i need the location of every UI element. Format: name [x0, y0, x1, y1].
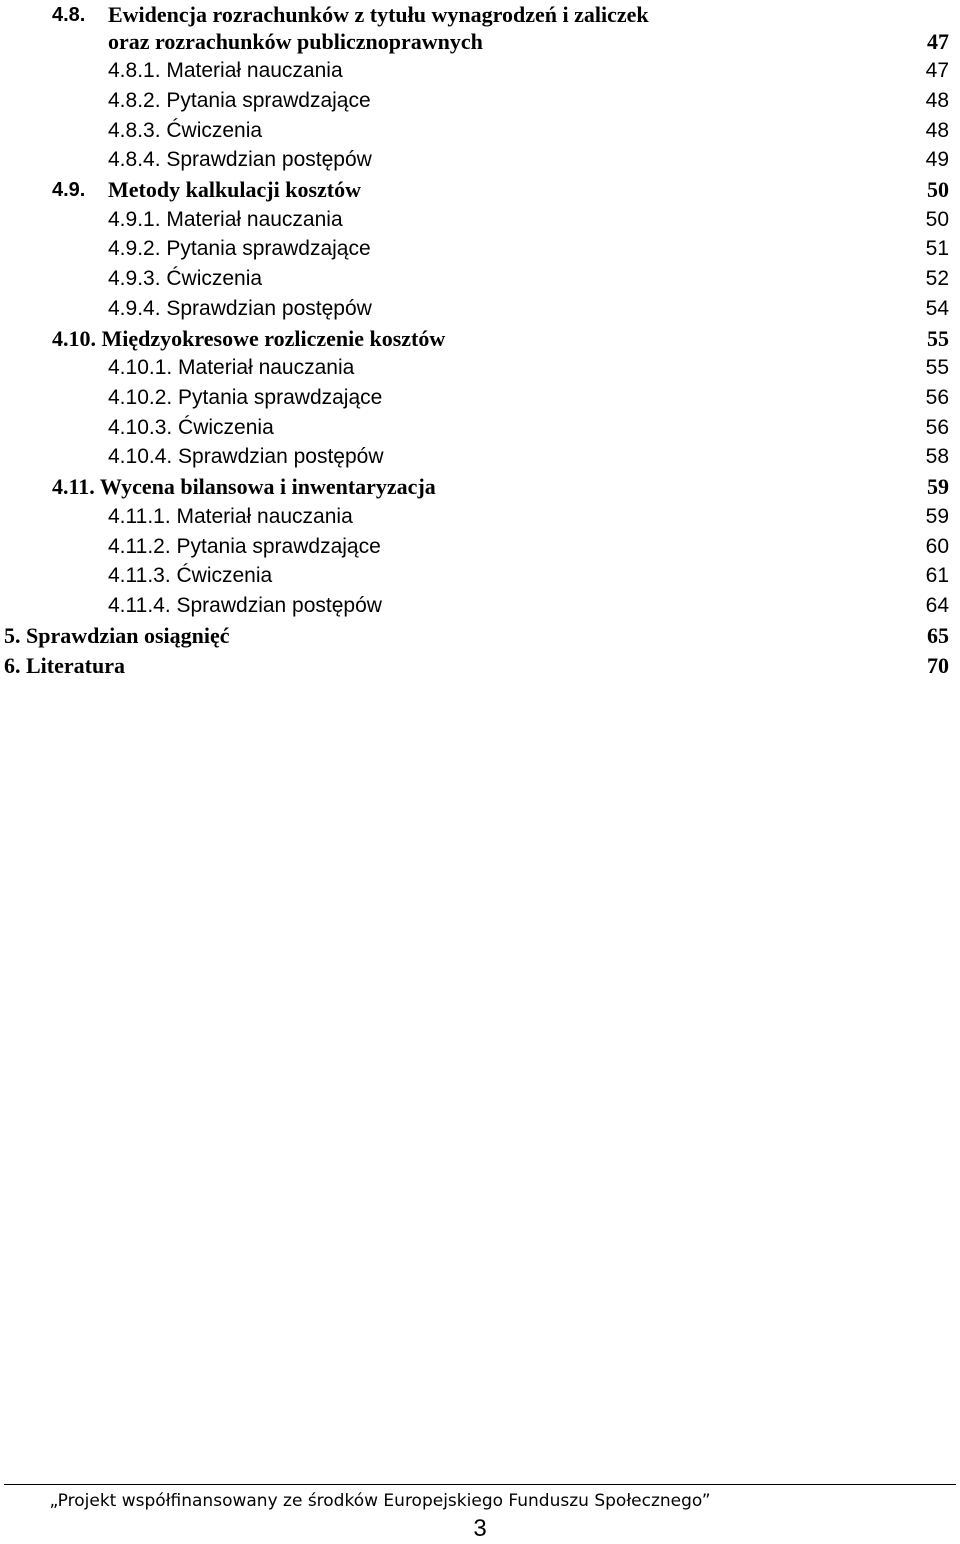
toc-page-number: 50	[925, 208, 949, 231]
toc-entry-title: 4.11.2. Pytania sprawdzające	[108, 535, 381, 558]
toc-entry-4-11-4	[0, 591, 960, 621]
toc-entry-4-9-1	[0, 205, 960, 235]
toc-page-number: 47	[925, 59, 949, 82]
toc-entry-4-10-4	[0, 442, 960, 472]
toc-entry-4-8-3	[0, 116, 960, 146]
toc-entry-4-8-line1	[0, 0, 960, 30]
page-number: 3	[473, 1515, 487, 1542]
toc-page-number: 65	[927, 623, 949, 648]
toc-entry-4-8-4	[0, 145, 960, 175]
toc-entry-4-8-1	[0, 56, 960, 86]
toc-entry-title: 4.8.3. Ćwiczenia	[108, 119, 263, 142]
toc-entry-4-9-4	[0, 294, 960, 324]
toc-page-number: 56	[925, 416, 949, 439]
toc-entry-4-9-3	[0, 264, 960, 294]
toc-page-number: 59	[925, 505, 949, 528]
toc-page-number: 48	[925, 89, 949, 112]
toc-page-number: 48	[925, 119, 949, 142]
toc-entry-4-10-2	[0, 383, 960, 413]
toc-entry-4-10	[0, 324, 960, 354]
toc-entry-title: 4.9.1. Materiał nauczania	[108, 208, 343, 231]
toc-entry-4-9-2	[0, 234, 960, 264]
toc-entry-title: 6. Literatura	[4, 653, 125, 678]
toc-page-number: 60	[925, 535, 949, 558]
toc-page-number: 61	[925, 564, 949, 587]
toc-entry-title: 4.9.4. Sprawdzian postępów	[108, 297, 372, 320]
toc-entry-title: Ewidencja rozrachunków z tytułu wynagrodzeń i zaliczek	[108, 2, 649, 27]
toc-entry-4-11	[0, 472, 960, 502]
toc-entry-4-10-3	[0, 413, 960, 443]
toc-entry-title: 4.11.3. Ćwiczenia	[108, 564, 273, 587]
toc-entry-4-10-1	[0, 353, 960, 383]
toc-entry-title: 4.8.1. Materiał nauczania	[108, 59, 343, 82]
toc-entry-title: 4.8.4. Sprawdzian postępów	[108, 148, 372, 171]
toc-entry-4-11-1	[0, 502, 960, 532]
toc-entry-title: 4.10.1. Materiał nauczania	[108, 356, 355, 379]
toc-entry-4-8-line2	[0, 27, 960, 57]
toc-section-number: 4.9.	[52, 179, 86, 201]
toc-entry-title: 4.8.2. Pytania sprawdzające	[108, 89, 371, 112]
toc-entry-title: 4.10.4. Sprawdzian postępów	[108, 445, 384, 468]
toc-page-number: 59	[927, 474, 949, 499]
toc-page-number: 50	[927, 177, 949, 202]
toc-entry-title: 4.9.2. Pytania sprawdzające	[108, 237, 371, 260]
toc-entry-4-11-3	[0, 561, 960, 591]
toc-entry-6	[0, 651, 960, 681]
footer-text: „Projekt współfinansowany ze środków Europejskiego Funduszu Społecznego”	[49, 1491, 711, 1511]
toc-entry-title: 4.10.2. Pytania sprawdzające	[108, 386, 383, 409]
toc-page-number: 47	[927, 29, 949, 54]
toc-entry-title: oraz rozrachunków publicznoprawnych	[108, 29, 483, 54]
toc-page-number: 54	[925, 297, 949, 320]
toc-page-number: 55	[925, 356, 949, 379]
toc-entry-title: Metody kalkulacji kosztów	[108, 177, 361, 202]
toc-entry-title: 4.10.3. Ćwiczenia	[108, 416, 274, 439]
toc-page-number: 64	[925, 594, 949, 617]
toc-entry-title: 4.11.4. Sprawdzian postępów	[108, 594, 382, 617]
toc-entry-title: 4.9.3. Ćwiczenia	[108, 267, 263, 290]
toc-page-number: 58	[925, 445, 949, 468]
footer-divider	[4, 1484, 956, 1485]
toc-entry-4-11-2	[0, 532, 960, 562]
toc-section-number: 4.8.	[52, 4, 86, 26]
toc-entry-4-8-2	[0, 86, 960, 116]
toc-page-number: 49	[925, 148, 949, 171]
toc-entry-title: 4.11.1. Materiał nauczania	[108, 505, 353, 528]
toc-page-number: 70	[927, 653, 949, 678]
toc-entry-title: 4.10. Międzyokresowe rozliczenie kosztów	[52, 326, 446, 351]
toc-entry-title: 5. Sprawdzian osiągnięć	[4, 623, 230, 648]
toc-page-number: 52	[925, 267, 949, 290]
toc-page-number: 51	[925, 237, 949, 260]
toc-entry-title: 4.11. Wycena bilansowa i inwentaryzacja	[52, 474, 436, 499]
toc-entry-5	[0, 621, 960, 651]
toc-page-number: 56	[925, 386, 949, 409]
toc-page-number: 55	[927, 326, 949, 351]
toc-entry-4-9	[0, 175, 960, 205]
